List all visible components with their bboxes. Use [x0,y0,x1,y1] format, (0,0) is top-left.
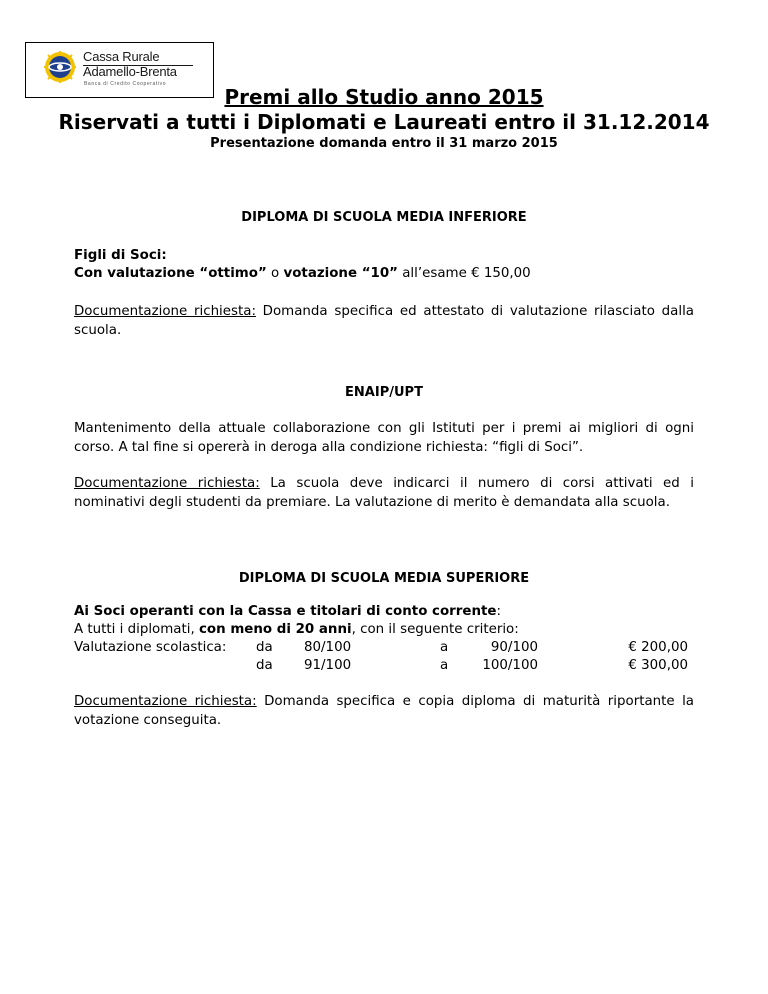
grade-row-1-amount: € 200,00 [628,640,688,655]
grade-row-2-from-word: da [256,658,273,673]
section3-recipients: Ai Soci operanti con la Cassa e titolari di conto corrente: [74,604,502,619]
section1-recipients: Figli di Soci: [74,248,167,263]
section3-documentation: Documentazione richiesta: Domanda specifica e copia diploma di maturità riportante la votazione conseguita. [74,694,695,728]
section2-documentation: Documentazione richiesta: La scuola deve indicarci il numero di corsi attivati ed i nominativi degli studenti da premiare. La valutazione di merito è demandata alla scuola. [74,476,694,510]
grade-row-1-from: 80/100 [304,640,352,655]
cassa-rurale-emblem-icon [44,51,76,83]
page-title: Premi allo Studio anno 2015 [224,85,544,109]
section-heading-media-superiore: DIPLOMA DI SCUOLA MEDIA SUPERIORE [238,571,530,586]
grade-row-2-to: 100/100 [482,658,538,673]
section3-intro: A tutti i diplomati, con meno di 20 anni, con il seguente criterio: [74,622,519,637]
grading-label: Valutazione scolastica: [74,640,227,655]
section1-documentation: Documentazione richiesta: Domanda specifica ed attestato di valutazione rilasciato dalla scuola. [74,304,694,338]
logo-line-2: Adamello-Brenta [83,64,177,79]
grade-row-2-amount: € 300,00 [628,658,688,673]
logo-line-3: Banca di Credito Cooperativo [84,81,167,87]
section-heading-enaip: ENAIP/UPT [345,385,423,400]
grade-row-1-to: 90/100 [490,640,538,655]
page-subtitle: Riservati a tutti i Diplomati e Laureati entro il 31.12.2014 [58,110,710,134]
section-heading-media-inferiore: DIPLOMA DI SCUOLA MEDIA INFERIORE [241,210,527,225]
logo-line-1: Cassa Rurale [83,49,160,64]
section2-paragraph: Mantenimento della attuale collaborazione con gli Istituti per i premi ai migliori di ogni corso. A tal fine si opererà in deroga alla condizione richiesta: “figli di Soci”. [74,421,694,455]
grade-row-2-from: 91/100 [304,658,352,673]
deadline-note: Presentazione domanda entro il 31 marzo 2015 [210,136,558,151]
section1-criteria: Con valutazione “ottimo” o votazione “10” all’esame € 150,00 [74,266,531,281]
grade-row-1-from-word: da [256,640,273,655]
grade-row-1-to-word: a [440,640,449,655]
grade-row-2-to-word: a [440,658,449,673]
